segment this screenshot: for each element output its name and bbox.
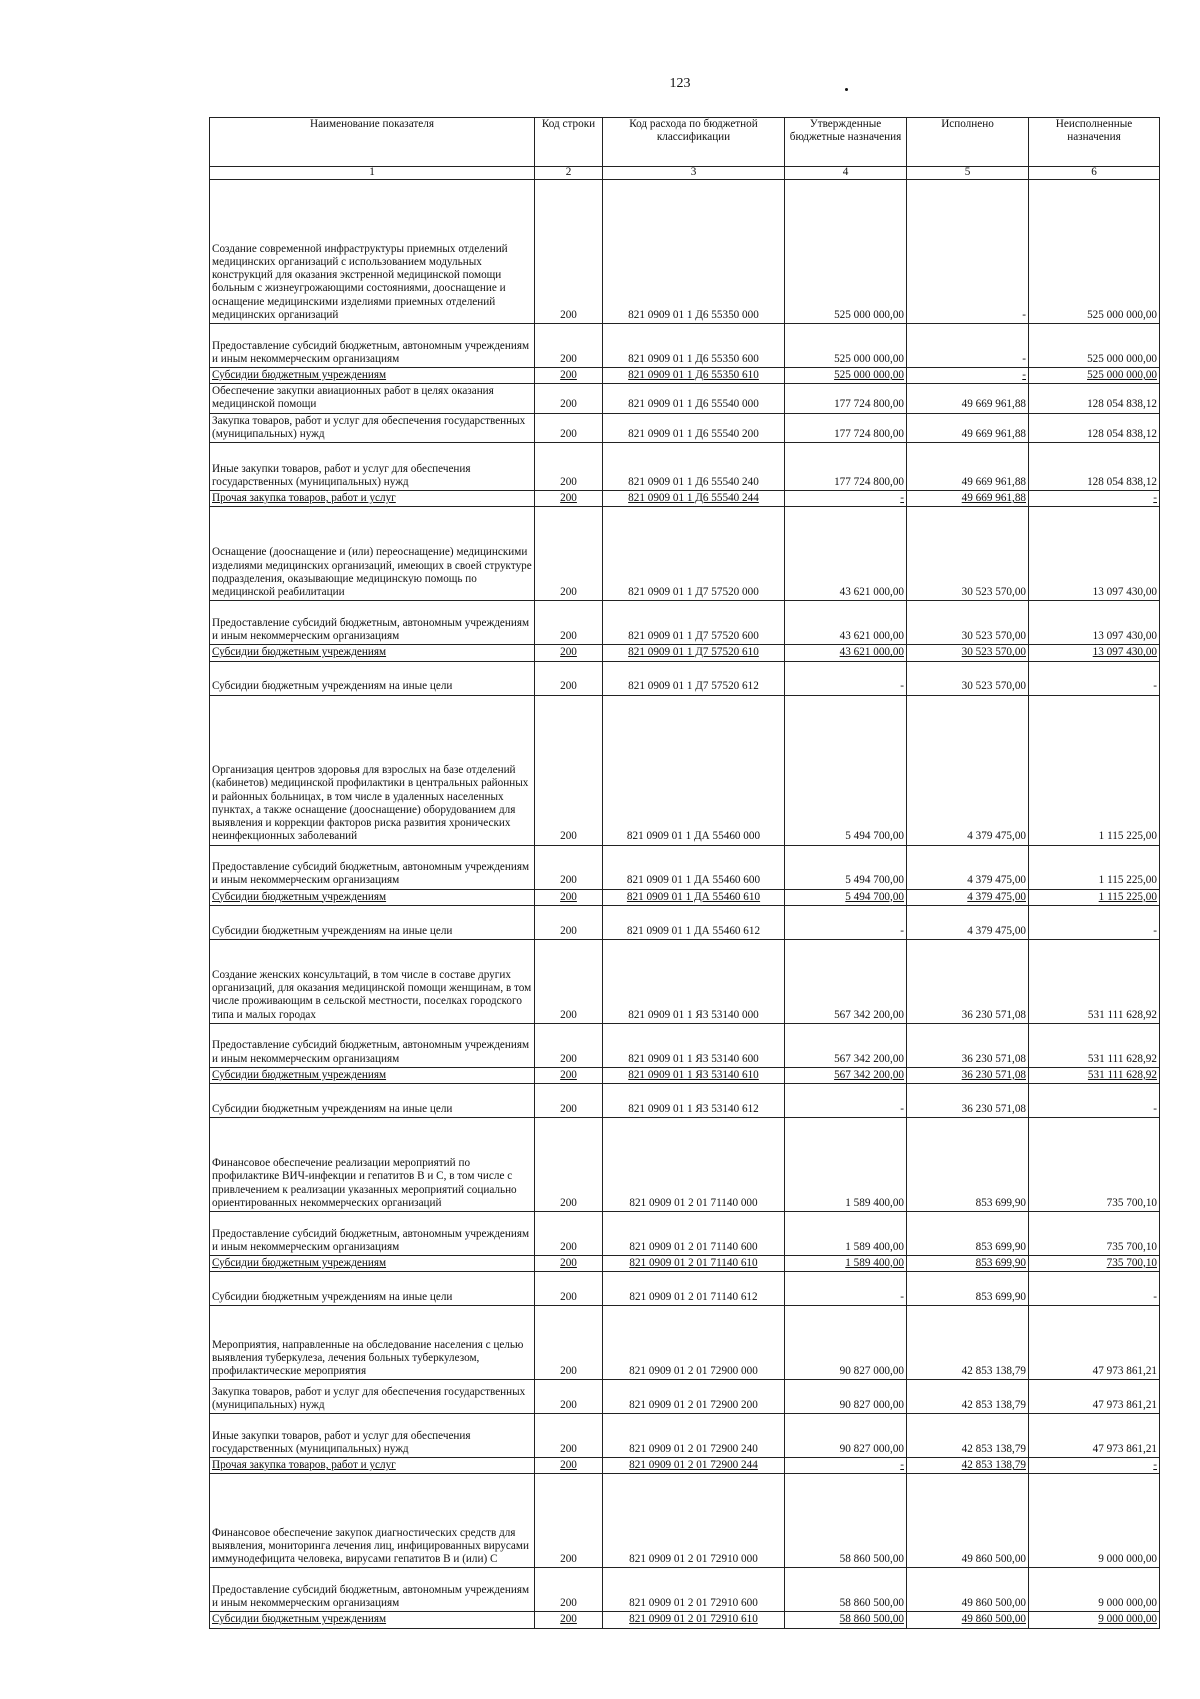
row-line-code: 200 [535,1272,603,1306]
table-row [210,1211,1160,1255]
row-line-code: 200 [535,645,603,661]
page-number: 123 [669,76,691,91]
row-remaining-amount: - [1029,905,1160,939]
table-row [210,889,1160,905]
row-approved-amount: 58 860 500,00 [785,1568,907,1612]
table-row [210,443,1160,491]
row-remaining-amount: 9 000 000,00 [1029,1474,1160,1568]
row-indicator-name: Субсидии бюджетным учреждениям на иные цели [210,661,535,695]
table-row [210,645,1160,661]
row-line-code: 200 [535,695,603,845]
row-budget-code: 821 0909 01 1 ДА 55460 612 [603,905,785,939]
header-budget-code: Код расхода по бюджетной классификации [603,118,785,167]
table-row [210,368,1160,384]
row-executed-amount: 49 669 961,88 [907,413,1029,442]
row-line-code: 200 [535,1414,603,1458]
row-executed-amount: 42 853 138,79 [907,1414,1029,1458]
row-approved-amount: 177 724 800,00 [785,443,907,491]
table-row [210,1023,1160,1067]
row-budget-code: 821 0909 01 1 Д7 57520 600 [603,601,785,645]
row-executed-amount: 36 230 571,08 [907,1083,1029,1117]
row-budget-code: 821 0909 01 1 Я3 53140 610 [603,1067,785,1083]
row-remaining-amount: 9 000 000,00 [1029,1612,1160,1628]
column-index-row [210,167,1160,180]
row-executed-amount: 853 699,90 [907,1272,1029,1306]
row-line-code: 200 [535,905,603,939]
row-remaining-amount: 525 000 000,00 [1029,180,1160,324]
row-approved-amount: 525 000 000,00 [785,368,907,384]
row-remaining-amount: 9 000 000,00 [1029,1568,1160,1612]
row-budget-code: 821 0909 01 1 ДА 55460 610 [603,889,785,905]
header-remaining: Неисполненные назначения [1029,118,1160,167]
row-approved-amount: 90 827 000,00 [785,1306,907,1380]
table-row [210,939,1160,1023]
row-indicator-name: Предоставление субсидий бюджетным, автономным учреждениям и иным некоммерческим организациям [210,1211,535,1255]
row-approved-amount: 58 860 500,00 [785,1612,907,1628]
row-remaining-amount: 525 000 000,00 [1029,324,1160,368]
row-budget-code: 821 0909 01 1 ДА 55460 600 [603,845,785,889]
row-budget-code: 821 0909 01 1 Д6 55540 244 [603,491,785,507]
row-approved-amount: - [785,1458,907,1474]
row-line-code: 200 [535,491,603,507]
row-executed-amount: 4 379 475,00 [907,889,1029,905]
row-approved-amount: 58 860 500,00 [785,1474,907,1568]
row-line-code: 200 [535,324,603,368]
row-indicator-name: Предоставление субсидий бюджетным, автономным учреждениям и иным некоммерческим организациям [210,1568,535,1612]
header-indicator-name: Наименование показателя [210,118,535,167]
row-budget-code: 821 0909 01 2 01 71140 600 [603,1211,785,1255]
row-line-code: 200 [535,1568,603,1612]
row-approved-amount: 43 621 000,00 [785,507,907,601]
row-remaining-amount: 47 973 861,21 [1029,1306,1160,1380]
table-body [210,180,1160,1629]
row-indicator-name: Субсидии бюджетным учреждениям [210,645,535,661]
row-line-code: 200 [535,443,603,491]
row-remaining-amount: 13 097 430,00 [1029,601,1160,645]
row-indicator-name: Прочая закупка товаров, работ и услуг [210,491,535,507]
row-remaining-amount: 735 700,10 [1029,1117,1160,1211]
row-indicator-name: Прочая закупка товаров, работ и услуг [210,1458,535,1474]
table-row [210,601,1160,645]
row-remaining-amount: 128 054 838,12 [1029,413,1160,442]
row-indicator-name: Иные закупки товаров, работ и услуг для обеспечения государственных (муниципальных) нужд [210,443,535,491]
row-budget-code: 821 0909 01 1 ДА 55460 000 [603,695,785,845]
row-approved-amount: 43 621 000,00 [785,601,907,645]
row-remaining-amount: 128 054 838,12 [1029,443,1160,491]
row-indicator-name: Создание женских консультаций, в том числе в составе других организаций, для оказания медицинской помощи женщинам, в том числе проживающим в сельской местности, поселках городского типа и малых городах [210,939,535,1023]
table-row [210,491,1160,507]
row-line-code: 200 [535,1117,603,1211]
row-approved-amount: - [785,1272,907,1306]
row-approved-amount: 90 827 000,00 [785,1414,907,1458]
row-budget-code: 821 0909 01 2 01 72910 600 [603,1568,785,1612]
row-remaining-amount: - [1029,491,1160,507]
row-approved-amount: 567 342 200,00 [785,939,907,1023]
row-remaining-amount: 47 973 861,21 [1029,1414,1160,1458]
table-row [210,661,1160,695]
row-line-code: 200 [535,413,603,442]
row-indicator-name: Финансовое обеспечение закупок диагностических средств для выявления, мониторинга лечения лиц, инфицированных вирусами иммунодефицита человека, вирусами гепатитов В и (или) С [210,1474,535,1568]
row-approved-amount: 567 342 200,00 [785,1067,907,1083]
row-budget-code: 821 0909 01 1 Д7 57520 610 [603,645,785,661]
table-row [210,1380,1160,1414]
table-row [210,1474,1160,1568]
row-remaining-amount: 47 973 861,21 [1029,1380,1160,1414]
row-line-code: 200 [535,1474,603,1568]
row-line-code: 200 [535,180,603,324]
row-approved-amount: 525 000 000,00 [785,324,907,368]
row-line-code: 200 [535,1067,603,1083]
column-index: 3 [603,167,785,180]
row-approved-amount: - [785,661,907,695]
row-indicator-name: Предоставление субсидий бюджетным, автономным учреждениям и иным некоммерческим организациям [210,845,535,889]
row-budget-code: 821 0909 01 2 01 72900 000 [603,1306,785,1380]
row-executed-amount: 30 523 570,00 [907,601,1029,645]
row-approved-amount: 43 621 000,00 [785,645,907,661]
row-remaining-amount: 128 054 838,12 [1029,384,1160,413]
row-line-code: 200 [535,507,603,601]
row-remaining-amount: 13 097 430,00 [1029,507,1160,601]
scan-dot-mark [845,88,848,91]
row-budget-code: 821 0909 01 1 Д6 55350 610 [603,368,785,384]
row-indicator-name: Создание современной инфраструктуры приемных отделений медицинских организаций с использованием модульных конструкций для оказания экстренной медицинской помощи больным с жизнеугрожающими состояниями, дооснащение и оснащение медицинскими изделиями приемных отделений медицинских организаций [210,180,535,324]
row-indicator-name: Мероприятия, направленные на обследование населения с целью выявления туберкулеза, лечения больных туберкулезом, профилактические мероприятия [210,1306,535,1380]
row-indicator-name: Субсидии бюджетным учреждениям [210,1612,535,1628]
column-index: 2 [535,167,603,180]
table-row [210,845,1160,889]
row-executed-amount: 49 669 961,88 [907,384,1029,413]
row-budget-code: 821 0909 01 1 Д6 55540 200 [603,413,785,442]
row-budget-code: 821 0909 01 1 Д6 55540 240 [603,443,785,491]
row-indicator-name: Финансовое обеспечение реализации мероприятий по профилактике ВИЧ-инфекции и гепатитов В и С, в том числе с привлечением к реализации указанных мероприятий социально ориентированных некоммерческих организаций [210,1117,535,1211]
row-budget-code: 821 0909 01 1 Я3 53140 000 [603,939,785,1023]
row-line-code: 200 [535,889,603,905]
row-remaining-amount: 1 115 225,00 [1029,695,1160,845]
row-indicator-name: Предоставление субсидий бюджетным, автономным учреждениям и иным некоммерческим организациям [210,324,535,368]
row-remaining-amount: 13 097 430,00 [1029,645,1160,661]
row-approved-amount: 5 494 700,00 [785,889,907,905]
row-executed-amount: - [907,180,1029,324]
row-remaining-amount: 1 115 225,00 [1029,845,1160,889]
column-index: 1 [210,167,535,180]
row-remaining-amount: 531 111 628,92 [1029,1023,1160,1067]
row-executed-amount: 4 379 475,00 [907,695,1029,845]
row-remaining-amount: 525 000 000,00 [1029,368,1160,384]
row-executed-amount: 30 523 570,00 [907,507,1029,601]
table-row [210,1568,1160,1612]
row-remaining-amount: - [1029,661,1160,695]
row-remaining-amount: 735 700,10 [1029,1255,1160,1271]
row-budget-code: 821 0909 01 2 01 71140 610 [603,1255,785,1271]
row-approved-amount: - [785,905,907,939]
table-row [210,1117,1160,1211]
header-executed: Исполнено [907,118,1029,167]
row-indicator-name: Субсидии бюджетным учреждениям [210,368,535,384]
row-executed-amount: 36 230 571,08 [907,1023,1029,1067]
row-line-code: 200 [535,368,603,384]
row-executed-amount: 49 669 961,88 [907,491,1029,507]
row-budget-code: 821 0909 01 1 Д6 55350 600 [603,324,785,368]
row-indicator-name: Субсидии бюджетным учреждениям [210,889,535,905]
row-indicator-name: Субсидии бюджетным учреждениям на иные цели [210,905,535,939]
row-indicator-name: Предоставление субсидий бюджетным, автономным учреждениям и иным некоммерческим организациям [210,1023,535,1067]
row-approved-amount: - [785,1083,907,1117]
table-row [210,1306,1160,1380]
row-executed-amount: 49 860 500,00 [907,1612,1029,1628]
row-executed-amount: 30 523 570,00 [907,661,1029,695]
row-budget-code: 821 0909 01 2 01 71140 000 [603,1117,785,1211]
row-indicator-name: Иные закупки товаров, работ и услуг для обеспечения государственных (муниципальных) нужд [210,1414,535,1458]
table-row [210,507,1160,601]
table-header-row [210,118,1160,167]
row-approved-amount: 1 589 400,00 [785,1117,907,1211]
budget-execution-table [209,117,1160,1629]
table-row [210,413,1160,442]
row-approved-amount: - [785,491,907,507]
row-executed-amount: 853 699,90 [907,1255,1029,1271]
table-row [210,695,1160,845]
table-row [210,905,1160,939]
row-remaining-amount: - [1029,1083,1160,1117]
table-row [210,384,1160,413]
row-indicator-name: Субсидии бюджетным учреждениям [210,1067,535,1083]
row-line-code: 200 [535,384,603,413]
row-remaining-amount: 1 115 225,00 [1029,889,1160,905]
row-executed-amount: 49 669 961,88 [907,443,1029,491]
row-executed-amount: 853 699,90 [907,1117,1029,1211]
row-indicator-name: Предоставление субсидий бюджетным, автономным учреждениям и иным некоммерческим организациям [210,601,535,645]
row-executed-amount: 42 853 138,79 [907,1458,1029,1474]
row-approved-amount: 5 494 700,00 [785,845,907,889]
row-executed-amount: 42 853 138,79 [907,1306,1029,1380]
row-executed-amount: 853 699,90 [907,1211,1029,1255]
row-budget-code: 821 0909 01 1 Д6 55350 000 [603,180,785,324]
row-indicator-name: Организация центров здоровья для взрослых на базе отделений (кабинетов) медицинской профилактики в центральных районных и районных больницах, в том числе в удаленных населенных пунктах, а также оснащение (дооснащение) оборудованием для выявления и коррекции факторов риска развития хронических неинфекционных заболеваний [210,695,535,845]
row-line-code: 200 [535,845,603,889]
column-index: 6 [1029,167,1160,180]
row-remaining-amount: 531 111 628,92 [1029,939,1160,1023]
row-budget-code: 821 0909 01 2 01 72910 610 [603,1612,785,1628]
row-executed-amount: - [907,324,1029,368]
row-indicator-name: Закупка товаров, работ и услуг для обеспечения государственных (муниципальных) нужд [210,413,535,442]
row-executed-amount: 42 853 138,79 [907,1380,1029,1414]
row-budget-code: 821 0909 01 1 Д7 57520 612 [603,661,785,695]
row-line-code: 200 [535,1612,603,1628]
column-index: 5 [907,167,1029,180]
table-row [210,1458,1160,1474]
row-budget-code: 821 0909 01 1 Д7 57520 000 [603,507,785,601]
table-row [210,180,1160,324]
row-line-code: 200 [535,1458,603,1474]
row-approved-amount: 177 724 800,00 [785,413,907,442]
row-executed-amount: 4 379 475,00 [907,905,1029,939]
header-line-code: Код строки [535,118,603,167]
row-line-code: 200 [535,1380,603,1414]
row-line-code: 200 [535,939,603,1023]
row-approved-amount: 90 827 000,00 [785,1380,907,1414]
row-line-code: 200 [535,1083,603,1117]
row-budget-code: 821 0909 01 1 Я3 53140 600 [603,1023,785,1067]
header-approved: Утвержденные бюджетные назначения [785,118,907,167]
table-row [210,1255,1160,1271]
table-row [210,324,1160,368]
row-executed-amount: 4 379 475,00 [907,845,1029,889]
table-row [210,1272,1160,1306]
row-remaining-amount: - [1029,1458,1160,1474]
row-executed-amount: 30 523 570,00 [907,645,1029,661]
row-budget-code: 821 0909 01 1 Я3 53140 612 [603,1083,785,1117]
row-approved-amount: 5 494 700,00 [785,695,907,845]
row-remaining-amount: 735 700,10 [1029,1211,1160,1255]
row-line-code: 200 [535,1211,603,1255]
row-budget-code: 821 0909 01 2 01 71140 612 [603,1272,785,1306]
row-remaining-amount: 531 111 628,92 [1029,1067,1160,1083]
row-approved-amount: 1 589 400,00 [785,1211,907,1255]
row-remaining-amount: - [1029,1272,1160,1306]
row-executed-amount: 49 860 500,00 [907,1568,1029,1612]
row-line-code: 200 [535,1023,603,1067]
row-budget-code: 821 0909 01 2 01 72900 244 [603,1458,785,1474]
row-line-code: 200 [535,661,603,695]
table-row [210,1083,1160,1117]
row-line-code: 200 [535,1255,603,1271]
row-line-code: 200 [535,601,603,645]
table-row [210,1612,1160,1628]
row-indicator-name: Закупка товаров, работ и услуг для обеспечения государственных (муниципальных) нужд [210,1380,535,1414]
row-indicator-name: Обеспечение закупки авиационных работ в целях оказания медицинской помощи [210,384,535,413]
row-approved-amount: 1 589 400,00 [785,1255,907,1271]
row-executed-amount: 49 860 500,00 [907,1474,1029,1568]
row-indicator-name: Оснащение (дооснащение и (или) переоснащение) медицинскими изделиями медицинских организаций, имеющих в своей структуре подразделения, оказывающие медицинскую помощь по медицинской реабилитации [210,507,535,601]
table-row [210,1414,1160,1458]
row-line-code: 200 [535,1306,603,1380]
row-executed-amount: 36 230 571,08 [907,1067,1029,1083]
row-approved-amount: 177 724 800,00 [785,384,907,413]
row-approved-amount: 525 000 000,00 [785,180,907,324]
row-budget-code: 821 0909 01 2 01 72900 240 [603,1414,785,1458]
row-approved-amount: 567 342 200,00 [785,1023,907,1067]
row-budget-code: 821 0909 01 1 Д6 55540 000 [603,384,785,413]
row-budget-code: 821 0909 01 2 01 72900 200 [603,1380,785,1414]
row-indicator-name: Субсидии бюджетным учреждениям на иные цели [210,1083,535,1117]
column-index: 4 [785,167,907,180]
row-indicator-name: Субсидии бюджетным учреждениям [210,1255,535,1271]
row-executed-amount: - [907,368,1029,384]
row-budget-code: 821 0909 01 2 01 72910 000 [603,1474,785,1568]
row-indicator-name: Субсидии бюджетным учреждениям на иные цели [210,1272,535,1306]
row-executed-amount: 36 230 571,08 [907,939,1029,1023]
table-row [210,1067,1160,1083]
